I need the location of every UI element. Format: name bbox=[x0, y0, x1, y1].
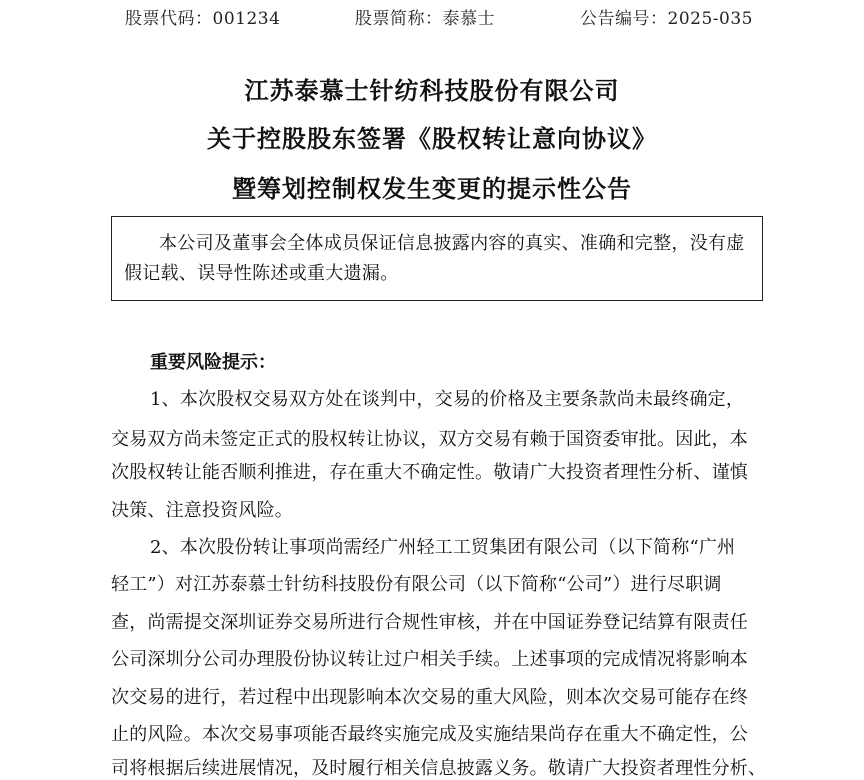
paragraph-line: 次股权转让能否顺利推进，存在重大不确定性。敬请广大投资者理性分析、谨慎 bbox=[111, 462, 748, 483]
paragraph-line: 查，尚需提交深圳证券交易所进行合规性审核，并在中国证券登记结算有限责任 bbox=[111, 612, 748, 633]
paragraph-line: 次交易的进行，若过程中出现影响本次交易的重大风险，则本次交易可能存在终 bbox=[111, 687, 748, 708]
declaration-box bbox=[111, 216, 763, 301]
paragraph-line: 公司深圳分公司办理股份协议转让过户相关手续。上述事项的完成情况将影响本 bbox=[111, 649, 748, 670]
declaration-line: 本公司及董事会全体成员保证信息披露内容的真实、准确和完整，没有虚 bbox=[159, 233, 745, 254]
announcement-title-line-2: 关于控股股东签署《股权转让意向协议》 bbox=[207, 125, 657, 153]
risk-heading: 重要风险提示： bbox=[150, 352, 276, 373]
paragraph-line: 交易双方尚未签定正式的股权转让协议，双方交易有赖于国资委审批。因此，本 bbox=[111, 429, 748, 450]
paragraph-line: 2、本次股份转让事项尚需经广州轻工工贸集团有限公司（以下简称“广州 bbox=[150, 537, 736, 558]
notice-number: 公告编号：2025-035 bbox=[580, 9, 753, 29]
stock-code: 股票代码：001234 bbox=[125, 9, 281, 29]
paragraph-line: 止的风险。本次交易事项能否最终实施完成及实施结果尚存在重大不确定性，公 bbox=[111, 724, 748, 745]
document-header bbox=[0, 4, 864, 28]
paragraph-line: 司将根据后续进展情况，及时履行相关信息披露义务。敬请广大投资者理性分析、 bbox=[111, 758, 767, 779]
paragraph-line: 轻工”）对江苏泰慕士针纺科技股份有限公司（以下简称“公司”）进行尽职调 bbox=[111, 574, 722, 595]
announcement-title-line-3: 暨筹划控制权发生变更的提示性公告 bbox=[232, 175, 632, 203]
paragraph-line: 决策、注意投资风险。 bbox=[111, 500, 293, 521]
stock-abbreviation: 股票简称：泰慕士 bbox=[355, 9, 495, 29]
paragraph-line: 1、本次股权交易双方处在谈判中，交易的价格及主要条款尚未最终确定， bbox=[150, 389, 745, 410]
declaration-line: 假记载、误导性陈述或重大遗漏。 bbox=[124, 263, 399, 284]
company-name-title: 江苏泰慕士针纺科技股份有限公司 bbox=[244, 77, 620, 105]
